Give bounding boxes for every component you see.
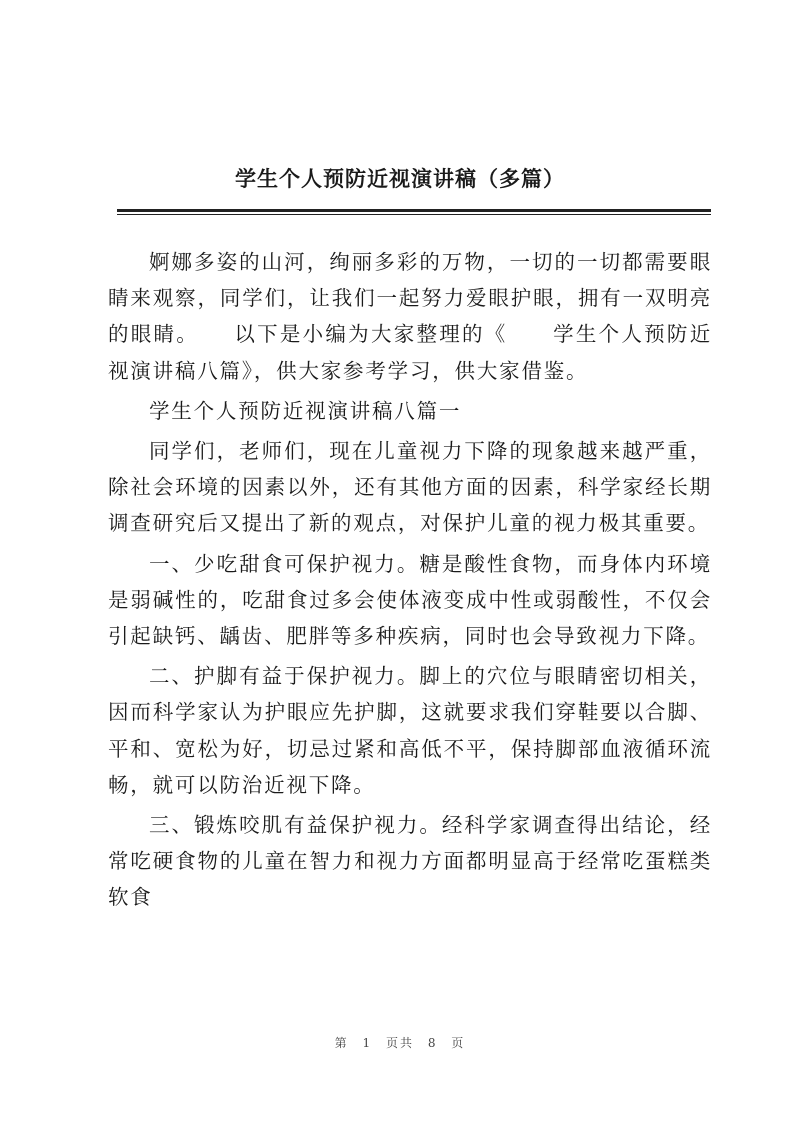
document-title: 学生个人预防近视演讲稿（多篇） [235, 166, 565, 191]
footer-prefix: 第 [334, 1036, 349, 1050]
footer-page-number: 1 [362, 1036, 373, 1050]
body-paragraph: 三、锻炼咬肌有益保护视力。经科学家调查得出结论，经常吃硬食物的儿童在智力和视力方面都明显高于经常吃蛋糕类软食 [108, 813, 712, 910]
body-paragraph: 同学们，老师们，现在儿童视力下降的现象越来越严重，除社会环境的因素以外，还有其他方面的因素，科学家经长期调查研究后又提出了新的观点，对保护儿童的视力极其重要。 [108, 439, 712, 536]
page-footer [0, 1034, 800, 1051]
body-paragraph: 一、少吃甜食可保护视力。糖是酸性食物，而身体内环境是弱碱性的，吃甜食过多会使体液变成中性或弱酸性，不仅会引起缺钙、龋齿、肥胖等多种疾病，同时也会导致视力下降。 [108, 551, 712, 649]
document-body [108, 244, 712, 920]
footer-middle: 页共 [385, 1036, 414, 1050]
intro-paragraph: 婀娜多姿的山河，绚丽多彩的万物，一切的一切都需要眼睛来观察，同学们，让我们一起努力爱眼护眼，拥有一双明亮的眼睛。 以下是小编为大家整理的《 学生个人预防近视演讲稿八篇》，供大家参考学习，供大家借鉴。 [108, 250, 712, 383]
section-heading: 学生个人预防近视演讲稿八篇一 [149, 398, 462, 423]
footer-total-pages: 8 [427, 1036, 438, 1050]
title-divider [117, 209, 711, 212]
footer-suffix: 页 [451, 1036, 466, 1050]
body-paragraph: 二、护脚有益于保护视力。脚上的穴位与眼睛密切相关，因而科学家认为护眼应先护脚，这就要求我们穿鞋要以合脚、平和、宽松为好，切忌过紧和高低不平，保持脚部血液循环流畅，就可以防治近视下降。 [108, 664, 712, 797]
